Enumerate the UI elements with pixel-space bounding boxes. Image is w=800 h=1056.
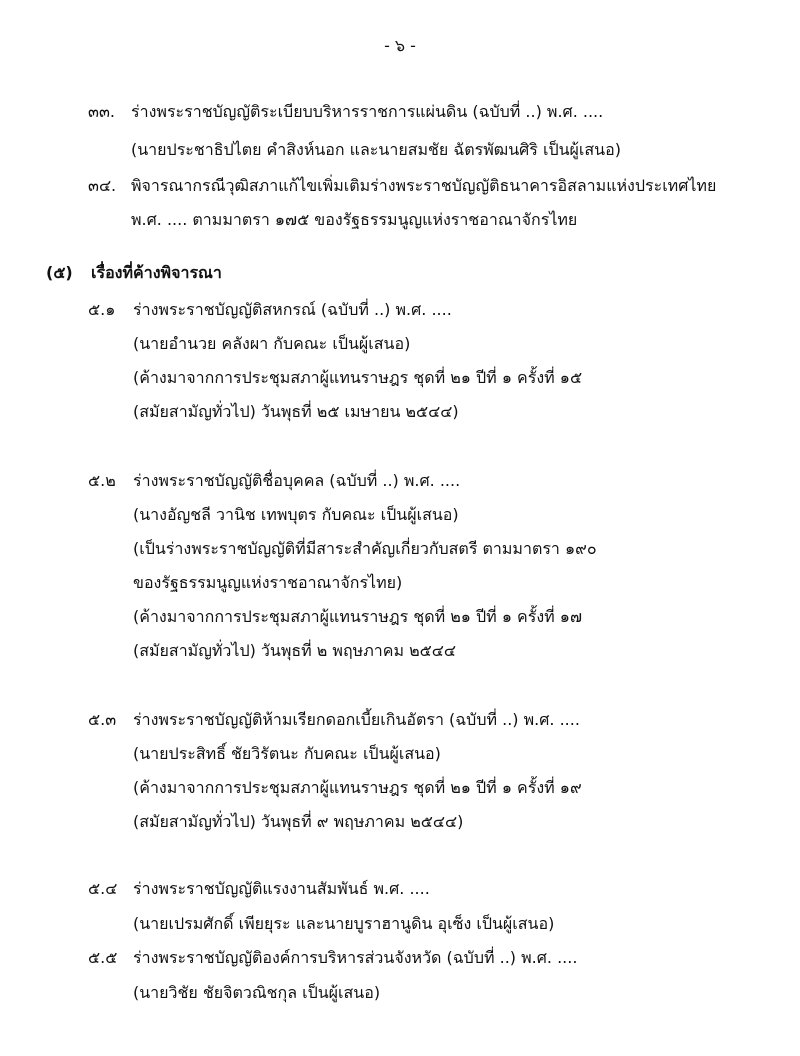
page-number: - ๖ - (384, 36, 416, 55)
item-title: พิจารณากรณีวุฒิสภาแก้ไขเพิ่มเติมร่างพระราชบัญญัติธนาคารอิสลามแห่งประเทศไทย (131, 176, 717, 195)
item-proposer: (นายประสิทธิ์ ชัยวิรัตนะ กับคณะ เป็นผู้เสนอ) (133, 744, 441, 763)
item-title: ร่างพระราชบัญญัติชื่อบุคคล (ฉบับที่ ..) พ.ศ. .... (133, 471, 461, 490)
item-number: ๕.๕ (88, 948, 118, 967)
item-detail: พ.ศ. .... ตามมาตรา ๑๗๕ ของรัฐธรรมนูญแห่งราชอาณาจักรไทย (131, 210, 578, 229)
item-detail: ของรัฐธรรมนูญแห่งราชอาณาจักรไทย) (133, 573, 403, 592)
item-proposer: (นายอำนวย คลังผา กับคณะ เป็นผู้เสนอ) (133, 334, 411, 353)
item-title: ร่างพระราชบัญญัติองค์การบริหารส่วนจังหวัด (ฉบับที่ ..) พ.ศ. .... (133, 948, 578, 967)
item-detail: (สมัยสามัญทั่วไป) วันพุธที่ ๒๕ เมษายน ๒๕๔๔) (133, 402, 459, 421)
item-proposer: (นางอัญชลี วานิช เทพบุตร กับคณะ เป็นผู้เสนอ) (133, 505, 459, 524)
item-detail: (ค้างมาจากการประชุมสภาผู้แทนราษฎร ชุดที่ ๒๑ ปีที่ ๑ ครั้งที่ ๑๗ (133, 607, 582, 626)
item-title: ร่างพระราชบัญญัติระเบียบบริหารราชการแผ่นดิน (ฉบับที่ ..) พ.ศ. .... (131, 102, 604, 121)
item-detail: (สมัยสามัญทั่วไป) วันพุธที่ ๒ พฤษภาคม ๒๕๔๔ (133, 641, 456, 660)
item-detail: (ค้างมาจากการประชุมสภาผู้แทนราษฎร ชุดที่ ๒๑ ปีที่ ๑ ครั้งที่ ๑๕ (133, 368, 583, 387)
item-title: ร่างพระราชบัญญัติห้ามเรียกดอกเบี้ยเกินอัตรา (ฉบับที่ ..) พ.ศ. .... (133, 710, 580, 729)
item-title: ร่างพระราชบัญญัติแรงงานสัมพันธ์ พ.ศ. .... (133, 879, 430, 898)
item-detail: (เป็นร่างพระราชบัญญัติที่มีสาระสำคัญเกี่ยวกับสตรี ตามมาตรา ๑๙๐ (133, 539, 597, 558)
item-number: ๕.๔ (88, 879, 118, 898)
item-number: ๓๔. (88, 176, 117, 195)
item-proposer: (นายวิชัย ชัยจิตวณิชกุล เป็นผู้เสนอ) (133, 983, 381, 1002)
item-title: ร่างพระราชบัญญัติสหกรณ์ (ฉบับที่ ..) พ.ศ. .... (133, 300, 452, 319)
item-detail: (ค้างมาจากการประชุมสภาผู้แทนราษฎร ชุดที่ ๒๑ ปีที่ ๑ ครั้งที่ ๑๙ (133, 778, 582, 797)
item-number: ๕.๑ (88, 300, 116, 319)
item-proposer: (นายประชาธิปไตย คำสิงห์นอก และนายสมชัย ฉัตรพัฒนศิริ เป็นผู้เสนอ) (131, 140, 621, 159)
item-number: ๕.๓ (88, 710, 117, 729)
item-number: ๓๓. (88, 102, 115, 121)
item-proposer: (นายเปรมศักดิ์ เพียยุระ และนายบูราฮานูดิน อุเซ็ง เป็นผู้เสนอ) (133, 914, 555, 933)
item-number: ๕.๒ (88, 471, 116, 490)
item-detail: (สมัยสามัญทั่วไป) วันพุธที่ ๙ พฤษภาคม ๒๕๔๔) (133, 812, 464, 831)
section-title: เรื่องที่ค้างพิจารณา (91, 263, 222, 282)
section-number: (๕) (46, 263, 73, 282)
